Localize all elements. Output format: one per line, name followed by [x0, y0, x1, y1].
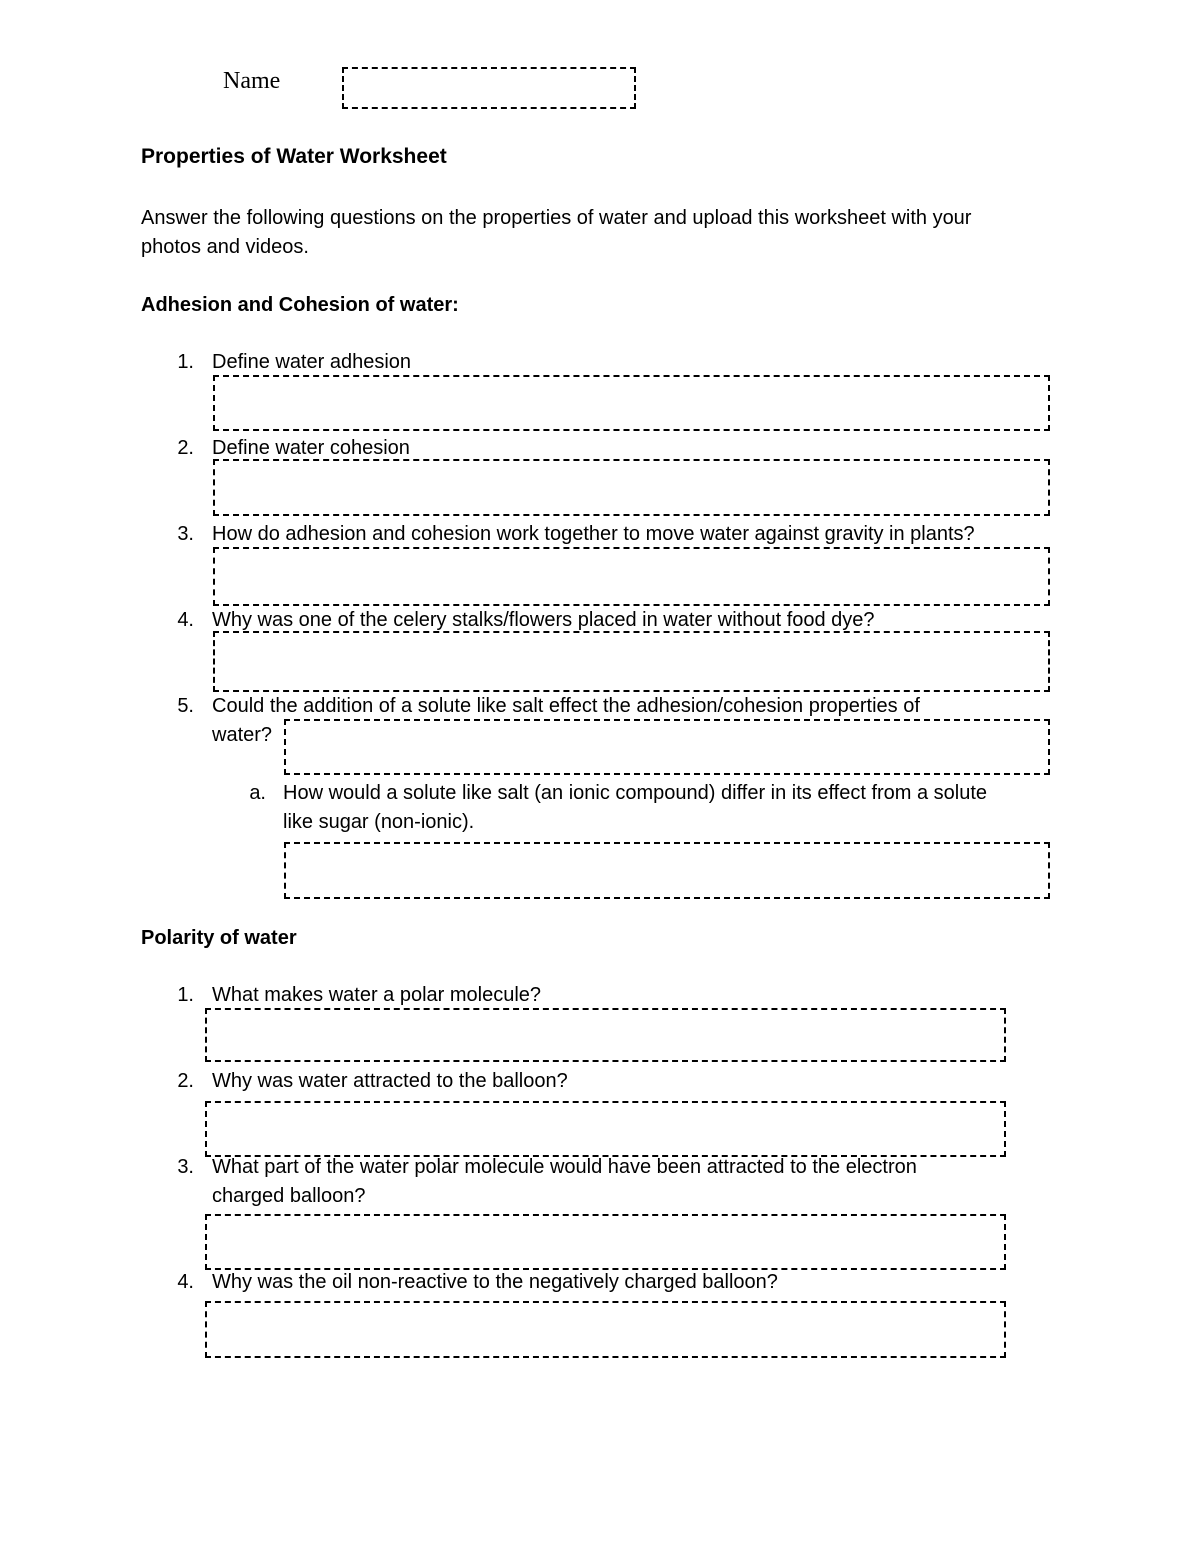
question-polar-molecule: What makes water a polar molecule?	[212, 984, 542, 1006]
question-salt-vs-sugar-line-2: like sugar (non-ionic).	[283, 811, 475, 833]
question-polar-part-line-2: charged balloon?	[212, 1185, 366, 1207]
instructions-line-2: photos and videos.	[141, 236, 309, 258]
question-number: 2.	[177, 1070, 194, 1092]
question-define-cohesion: Define water cohesion	[212, 437, 410, 459]
question-solute-salt-line-1: Could the addition of a solute like salt effect the adhesion/cohesion properties of	[212, 695, 920, 717]
answer-box-celery[interactable]	[213, 631, 1050, 692]
question-number: 1.	[177, 984, 194, 1006]
answer-box-plants[interactable]	[213, 547, 1050, 606]
question-number: 1.	[177, 351, 194, 373]
name-input[interactable]	[342, 67, 636, 109]
page-title: Properties of Water Worksheet	[141, 145, 447, 168]
question-oil-non-reactive: Why was the oil non-reactive to the negatively charged balloon?	[212, 1271, 778, 1293]
section-heading-adhesion-cohesion: Adhesion and Cohesion of water:	[141, 294, 459, 316]
question-number: 4.	[177, 609, 194, 631]
question-number: 3.	[177, 523, 194, 545]
answer-box-salt-vs-sugar[interactable]	[284, 842, 1050, 899]
question-number: 3.	[177, 1156, 194, 1178]
answer-box-adhesion[interactable]	[213, 375, 1050, 431]
name-label: Name	[223, 68, 281, 94]
question-water-balloon: Why was water attracted to the balloon?	[212, 1070, 568, 1092]
answer-box-oil[interactable]	[205, 1301, 1006, 1358]
question-number: 4.	[177, 1271, 194, 1293]
answer-box-polar-part[interactable]	[205, 1214, 1006, 1270]
question-number: 2.	[177, 437, 194, 459]
subquestion-letter: a.	[249, 782, 266, 804]
answer-box-cohesion[interactable]	[213, 459, 1050, 516]
question-polar-part-line-1: What part of the water polar molecule would have been attracted to the electron	[212, 1156, 917, 1178]
instructions-line-1: Answer the following questions on the properties of water and upload this worksheet with your	[141, 207, 972, 229]
question-define-adhesion: Define water adhesion	[212, 351, 412, 373]
question-salt-vs-sugar-line-1: How would a solute like salt (an ionic compound) differ in its effect from a solute	[283, 782, 988, 804]
section-heading-polarity: Polarity of water	[141, 927, 297, 949]
answer-box-polar-molecule[interactable]	[205, 1008, 1006, 1062]
question-celery-no-dye: Why was one of the celery stalks/flowers placed in water without food dye?	[212, 609, 875, 631]
answer-box-solute-salt[interactable]	[284, 719, 1050, 775]
answer-box-water-balloon[interactable]	[205, 1101, 1006, 1157]
question-number: 5.	[177, 695, 194, 717]
question-adhesion-cohesion-plants: How do adhesion and cohesion work together to move water against gravity in plants?	[212, 523, 975, 545]
question-solute-salt-line-2: water?	[212, 724, 273, 746]
